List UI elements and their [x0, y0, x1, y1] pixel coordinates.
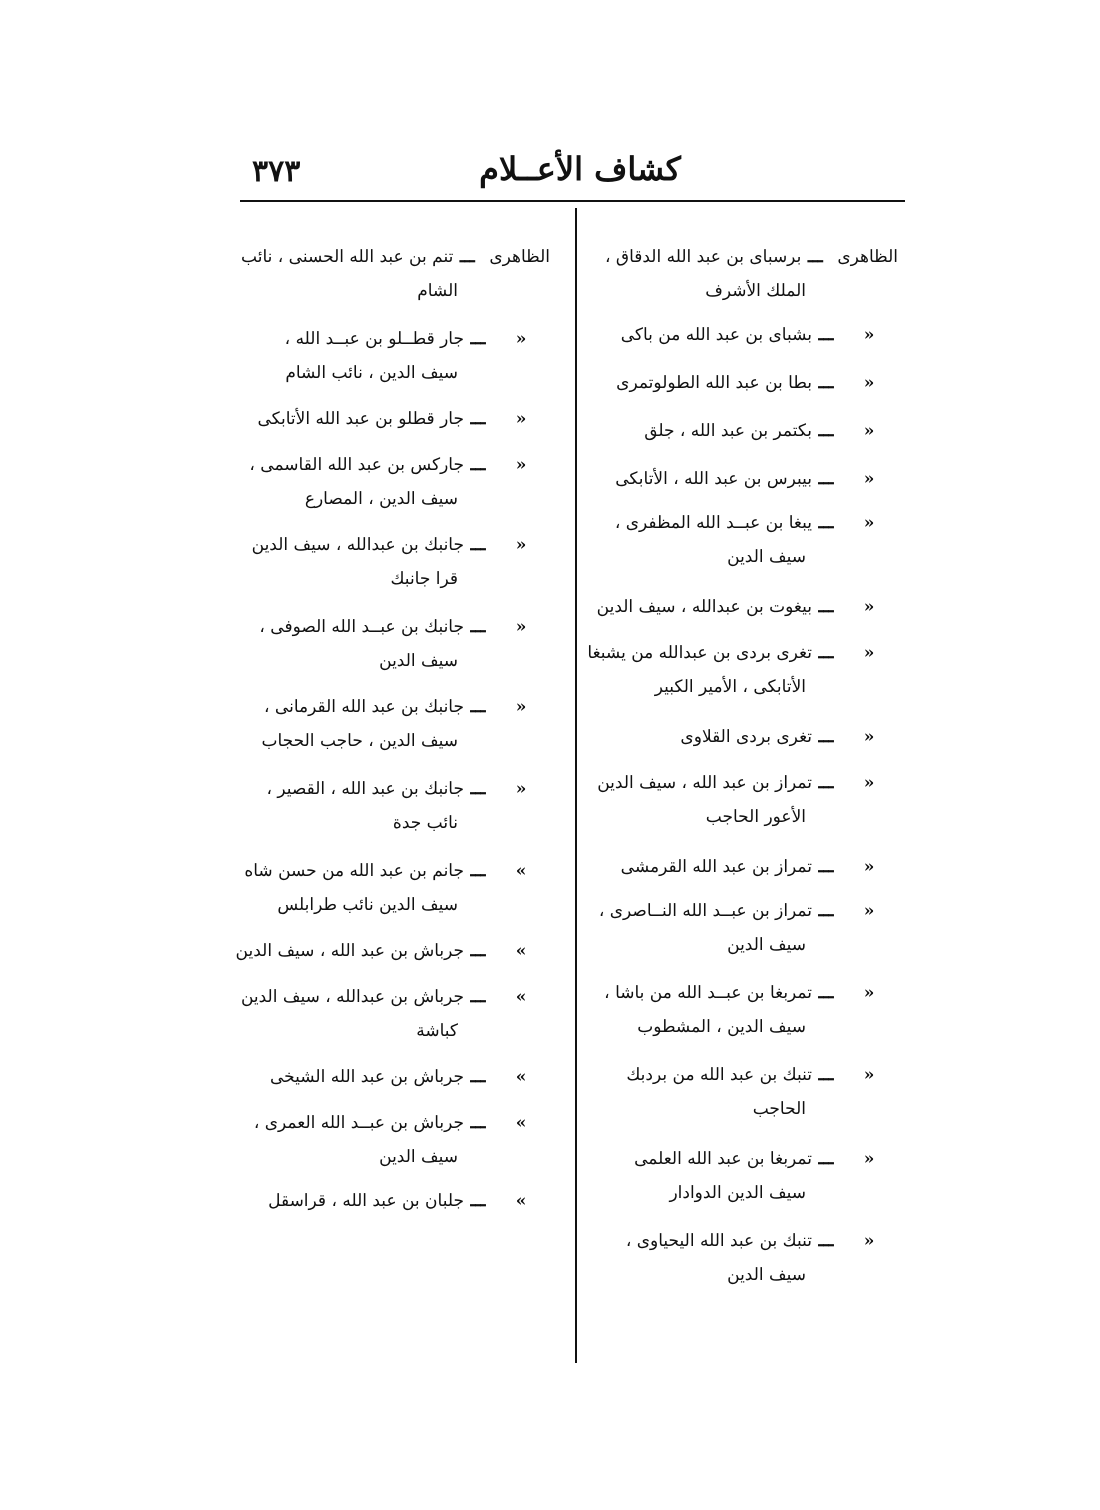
entry-continuation: قرا جانبك — [390, 569, 458, 589]
entry-dash: ـــ — [818, 727, 834, 747]
ditto-mark: « — [863, 1065, 875, 1085]
entry-dash: ـــ — [818, 1149, 834, 1169]
entry-first-line — [250, 1106, 550, 1140]
entry-name: بيبرس بن عبد الله ، الأتابكى — [615, 469, 812, 489]
index-entry — [244, 854, 550, 922]
ditto-mark: « — [863, 643, 875, 663]
entry-continuation: الأتابكى ، الأمير الكبير — [654, 677, 806, 697]
entry-dash: ـــ — [818, 1065, 834, 1085]
ditto-mark: « — [863, 1231, 875, 1251]
index-entry — [598, 1058, 898, 1126]
entry-first-line — [250, 1184, 550, 1218]
entry-continuation: سيف الدين — [727, 935, 806, 955]
entry-name: تغرى بردى بن عبدالله من يشبغا — [587, 643, 812, 663]
entry-dash: ـــ — [818, 901, 834, 921]
index-entry — [598, 976, 898, 1044]
entry-name: جانبك بن عبد الله ، القصير ، — [266, 779, 464, 799]
entry-name: تمربغا بن عبــد الله من باشا ، — [604, 983, 812, 1003]
entry-dash: ـــ — [470, 941, 486, 961]
ditto-mark: « — [863, 325, 875, 345]
column-divider — [575, 208, 577, 1363]
entry-name: جانبك بن عبــد الله الصوفى ، — [259, 617, 464, 637]
entry-first-line — [235, 934, 550, 968]
entry-first-line — [598, 766, 898, 800]
index-entry — [240, 980, 550, 1048]
entry-name: تمربغا بن عبد الله العلمى — [634, 1149, 812, 1169]
entry-dash: ـــ — [818, 513, 834, 533]
entry-continuation: كباشة — [416, 1021, 458, 1041]
entry-first-line — [598, 240, 898, 274]
entry-continuation: الشام — [417, 281, 458, 301]
index-entry — [250, 402, 550, 436]
entry-dash: ـــ — [818, 857, 834, 877]
ditto-mark: « — [863, 727, 875, 747]
page-number: ٣٧٣ — [252, 154, 301, 189]
index-entry — [250, 1184, 550, 1218]
ditto-mark: « — [515, 535, 527, 555]
entry-continuation: سيف الدين ، المشطوب — [637, 1017, 806, 1037]
entry-name: جرباش بن عبد الله ، سيف الدين — [235, 941, 464, 961]
entry-name: جرباش بن عبــد الله العمرى ، — [253, 1113, 464, 1133]
entry-name: تمراز بن عبد الله القرمشى — [620, 857, 812, 877]
entry-name: بكتمر بن عبد الله ، جلق — [644, 421, 812, 441]
index-entry — [250, 772, 550, 840]
index-entry — [598, 366, 898, 400]
entry-first-line — [250, 528, 550, 562]
entry-first-line — [598, 894, 898, 928]
entry-dash: ـــ — [818, 773, 834, 793]
index-entry — [598, 414, 898, 448]
index-entry — [250, 528, 550, 596]
ditto-mark: « — [515, 329, 527, 349]
index-entry — [598, 1224, 898, 1292]
entry-name: برسباى بن عبد الله الدقاق ، — [604, 247, 802, 267]
index-entry — [235, 934, 550, 968]
ditto-mark: » — [515, 1113, 527, 1133]
entry-name: يبغا بن عبــد الله المظفرى ، — [614, 513, 812, 533]
index-entry — [250, 610, 550, 678]
header-rule — [240, 200, 905, 202]
entry-dash: ـــ — [470, 535, 486, 555]
entry-continuation: سيف الدين — [727, 1265, 806, 1285]
ditto-mark: « — [863, 421, 875, 441]
entry-continuation: سيف الدين — [379, 1147, 458, 1167]
entry-first-line — [598, 720, 898, 754]
entry-dash: ـــ — [818, 373, 834, 393]
entry-name: جرباش بن عبدالله ، سيف الدين — [240, 987, 464, 1007]
entry-dash: ـــ — [470, 1113, 486, 1133]
entry-name: جلبان بن عبد الله ، قراسقل — [268, 1191, 464, 1211]
entry-continuation: الأعور الحاجب — [705, 807, 806, 827]
ditto-mark: « — [515, 617, 527, 637]
index-entry — [598, 1142, 898, 1210]
entry-dash: ـــ — [470, 861, 486, 881]
ditto-mark: « — [515, 779, 527, 799]
index-entry — [598, 894, 898, 962]
entry-name: بطا بن عبد الله الطولوتمرى — [616, 373, 812, 393]
entry-name: تنم بن عبد الله الحسنى ، نائب — [241, 247, 454, 267]
ditto-mark: « — [515, 697, 527, 717]
entry-dash: ـــ — [470, 1191, 486, 1211]
ditto-mark: » — [515, 861, 527, 881]
index-entry — [598, 506, 898, 574]
entry-dash: ـــ — [818, 469, 834, 489]
entry-name: جاركس بن عبد الله القاسمى ، — [249, 455, 464, 475]
entry-dash: ـــ — [818, 643, 834, 663]
entry-dash: ـــ — [818, 983, 834, 1003]
ditto-mark: « — [863, 901, 875, 921]
entry-first-line — [587, 636, 898, 670]
index-entry — [598, 766, 898, 834]
entry-dash: ـــ — [818, 325, 834, 345]
index-entry — [241, 240, 550, 308]
entry-name: تنبك بن عبد الله اليحياوى ، — [625, 1231, 812, 1251]
index-entry — [250, 448, 550, 516]
entry-continuation: سيف الدين نائب طرابلس — [277, 895, 458, 915]
ditto-mark: » — [515, 987, 527, 1007]
entry-continuation: الملك الأشرف — [705, 281, 806, 301]
entry-first-line — [244, 854, 550, 888]
entry-first-line — [250, 402, 550, 436]
entry-first-line — [598, 506, 898, 540]
entry-name: بشباى بن عبد الله من باكى — [620, 325, 812, 345]
entry-dash: ـــ — [818, 597, 834, 617]
entry-continuation: سيف الدين — [379, 651, 458, 671]
entry-dash: ـــ — [470, 987, 486, 1007]
entry-continuation: سيف الدين ، نائب الشام — [285, 363, 458, 383]
entry-first-line — [598, 1058, 898, 1092]
entry-first-line — [250, 772, 550, 806]
entry-dash: ـــ — [459, 247, 475, 267]
entry-first-line — [598, 850, 898, 884]
index-entry — [250, 322, 550, 390]
entry-continuation: سيف الدين ، حاجب الحجاب — [261, 731, 458, 751]
entry-name: تغرى بردى القلاوى — [680, 727, 812, 747]
index-entry — [250, 1106, 550, 1174]
entry-first-line — [250, 322, 550, 356]
entry-first-line — [250, 448, 550, 482]
entry-first-line — [598, 1142, 898, 1176]
index-entry — [598, 720, 898, 754]
entry-continuation: سيف الدين — [727, 547, 806, 567]
category-label: الظاهرى — [489, 247, 550, 267]
entry-first-line — [598, 366, 898, 400]
entry-first-line — [250, 610, 550, 644]
index-entry — [598, 318, 898, 352]
entry-dash: ـــ — [470, 1067, 486, 1087]
entry-first-line — [241, 240, 550, 274]
entry-continuation: نائب جدة — [392, 813, 458, 833]
index-entry — [598, 240, 898, 308]
entry-name: بيغوت بن عبدالله ، سيف الدين — [596, 597, 812, 617]
ditto-mark: « — [863, 513, 875, 533]
entry-continuation: الحاجب — [752, 1099, 806, 1119]
entry-dash: ـــ — [818, 421, 834, 441]
entry-first-line — [598, 462, 898, 496]
left-column — [235, 240, 550, 1218]
entry-name: جانم بن عبد الله من حسن شاه — [244, 861, 464, 881]
running-title: كشاف الأعــلام — [479, 150, 681, 188]
ditto-mark: » — [515, 941, 527, 961]
ditto-mark: « — [863, 1149, 875, 1169]
entry-dash: ـــ — [818, 1231, 834, 1251]
category-label: الظاهرى — [837, 247, 898, 267]
entry-dash: ـــ — [470, 617, 486, 637]
entry-first-line — [598, 318, 898, 352]
entry-first-line — [598, 976, 898, 1010]
right-column — [587, 240, 898, 1292]
entry-first-line — [250, 690, 550, 724]
entry-name: تمراز بن عبــد الله النــاصرى ، — [598, 901, 812, 921]
ditto-mark: « — [863, 469, 875, 489]
entry-name: جار قطــلو بن عبــد الله ، — [284, 329, 464, 349]
entry-name: تنبك بن عبد الله من بردبك — [626, 1065, 812, 1085]
entry-dash: ـــ — [470, 409, 486, 429]
index-entry — [250, 690, 550, 758]
entry-dash: ـــ — [807, 247, 823, 267]
entry-first-line — [598, 414, 898, 448]
entry-first-line — [240, 980, 550, 1014]
entry-dash: ـــ — [470, 329, 486, 349]
entry-dash: ـــ — [470, 697, 486, 717]
index-entry — [587, 636, 898, 704]
ditto-mark: « — [863, 597, 875, 617]
entry-continuation: سيف الدين ، المصارع — [304, 489, 458, 509]
ditto-mark: « — [515, 455, 527, 475]
entry-name: جار قطلو بن عبد الله الأتابكى — [257, 409, 464, 429]
ditto-mark: « — [863, 373, 875, 393]
entry-name: جانبك بن عبد الله القرمانى ، — [264, 697, 464, 717]
index-entry — [598, 850, 898, 884]
ditto-mark: « — [515, 409, 527, 429]
ditto-mark: « — [863, 983, 875, 1003]
page-header — [240, 150, 905, 198]
entry-name: جرباش بن عبد الله الشيخى — [269, 1067, 464, 1087]
ditto-mark: » — [515, 1067, 527, 1087]
ditto-mark: « — [863, 857, 875, 877]
entry-continuation: سيف الدين الدوادار — [669, 1183, 806, 1203]
entry-name: جانبك بن عبدالله ، سيف الدين — [251, 535, 464, 555]
index-entry — [250, 1060, 550, 1094]
entry-name: تمراز بن عبد الله ، سيف الدين — [597, 773, 812, 793]
ditto-mark: » — [515, 1191, 527, 1211]
entry-first-line — [598, 590, 898, 624]
entry-first-line — [598, 1224, 898, 1258]
ditto-mark: « — [863, 773, 875, 793]
entry-dash: ـــ — [470, 455, 486, 475]
index-entry — [598, 590, 898, 624]
index-entry — [598, 462, 898, 496]
entry-dash: ـــ — [470, 779, 486, 799]
entry-first-line — [250, 1060, 550, 1094]
